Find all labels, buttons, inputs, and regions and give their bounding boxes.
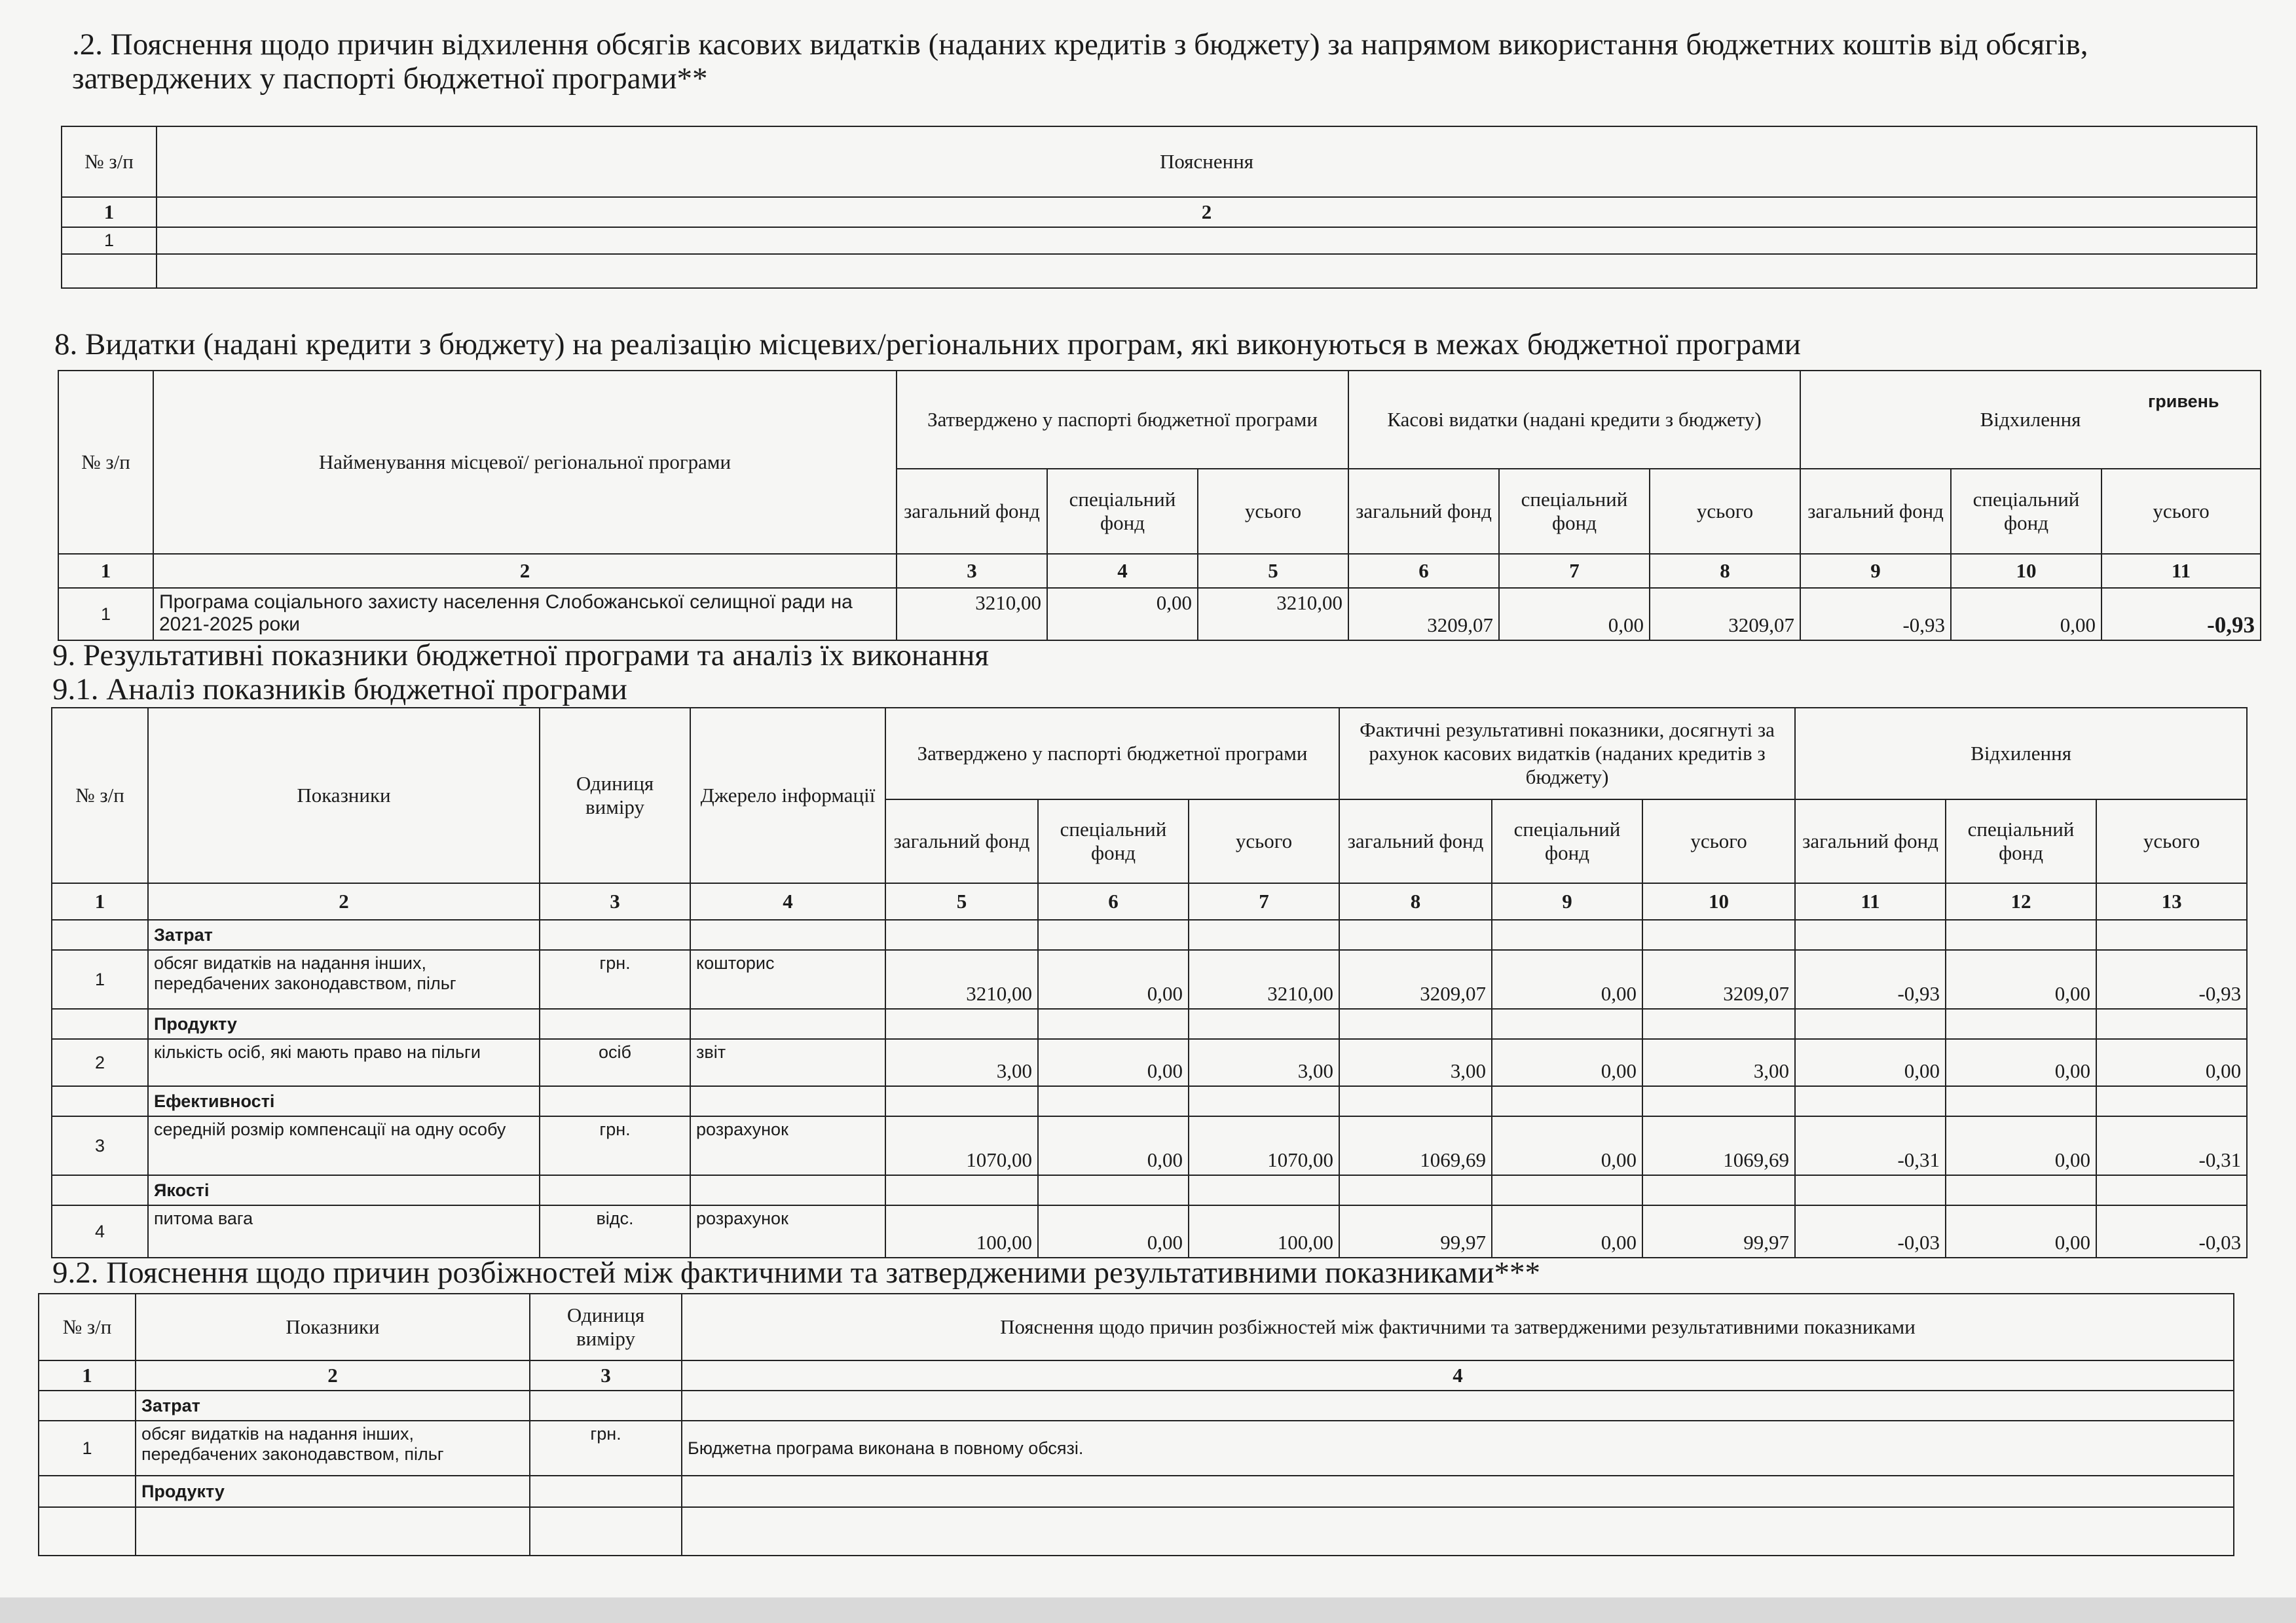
table-92-header-no: № з/п (39, 1294, 136, 1360)
table-91-colnum: 3 (540, 883, 690, 920)
table-91-empty-cell (52, 1175, 148, 1205)
empty-cell (690, 1086, 885, 1116)
empty-cell (1946, 920, 2096, 950)
table-8-sub-total: усього (2102, 469, 2261, 554)
empty-cell (885, 1009, 1038, 1039)
section-91-title: 9.1. Аналіз показників бюджетної програми (52, 672, 627, 706)
table-72-row-explanation (157, 227, 2257, 254)
empty-cell (1795, 1086, 1946, 1116)
table-8-deviation-general: -0,93 (1800, 588, 1951, 640)
table-91-source: звіт (690, 1039, 885, 1086)
table-91-value: 3,00 (1642, 1039, 1795, 1086)
table-8-program-name: Програма соціального захисту населення Слобожанської селищної ради на 2021-2025 роки (153, 588, 897, 640)
table-91-value: 3,00 (1339, 1039, 1492, 1086)
table-91-header-indicators: Показники (148, 708, 540, 883)
table-91-row-no: 4 (52, 1205, 148, 1258)
empty-cell (1795, 920, 1946, 950)
table-91-indicator: середній розмір компенсації на одну особу (148, 1116, 540, 1175)
table-91-value: 0,00 (1492, 950, 1642, 1009)
table-91-value: 0,00 (1038, 1116, 1189, 1175)
table-8-approved-total: 3210,00 (1198, 588, 1348, 640)
table-8-colnum: 2 (153, 554, 897, 588)
section-8-title: 8. Видатки (надані кредити з бюджету) на реалізацію місцевих/регіональних програм, які виконуються в межах бюджетної програми (54, 327, 1801, 361)
table-91-header-deviation: Відхилення (1795, 708, 2247, 799)
empty-cell (2096, 920, 2247, 950)
table-92-explanation: Бюджетна програма виконана в повному обсязі. (682, 1421, 2234, 1476)
table-91-colnum: 2 (148, 883, 540, 920)
table-8-sub-special: спеціальний фонд (1951, 469, 2102, 554)
empty-cell (690, 1009, 885, 1039)
table-91-colnum: 8 (1339, 883, 1492, 920)
table-72-header-no: № з/п (62, 126, 157, 197)
table-8-row-no: 1 (58, 588, 153, 640)
table-8-sub-general: загальний фонд (1800, 469, 1951, 554)
table-8-sub-general: загальний фонд (1348, 469, 1499, 554)
empty-cell (1642, 1009, 1795, 1039)
empty-cell (2096, 1175, 2247, 1205)
empty-cell (1492, 1009, 1642, 1039)
table-91-indicator: питома вага (148, 1205, 540, 1258)
empty-cell (690, 1175, 885, 1205)
table-91-header-source: Джерело інформації (690, 708, 885, 883)
table-91-unit: грн. (540, 950, 690, 1009)
table-8-header-cash: Касові видатки (надані кредити з бюджету) (1348, 371, 1800, 469)
table-91-source: розрахунок (690, 1116, 885, 1175)
table-91-colnum: 4 (690, 883, 885, 920)
table-8-sub-total: усього (1650, 469, 1800, 554)
table-72 (61, 126, 2257, 289)
table-92-header-unit: Одиниця виміру (530, 1294, 682, 1360)
table-8-approved-special: 0,00 (1047, 588, 1198, 640)
table-91-unit: осіб (540, 1039, 690, 1086)
table-92-category-product: Продукту (136, 1476, 530, 1507)
empty-cell (1038, 1175, 1189, 1205)
table-8-colnum: 3 (897, 554, 1047, 588)
empty-cell (1189, 1009, 1339, 1039)
empty-cell (682, 1476, 2234, 1507)
scan-bottom-edge (0, 1597, 2296, 1623)
table-91-value: 0,00 (2096, 1039, 2247, 1086)
table-91-source: розрахунок (690, 1205, 885, 1258)
table-8-header-name: Найменування місцевої/ регіональної програми (153, 371, 897, 554)
section-8-unit: гривень (2148, 392, 2219, 411)
table-92-category-costs: Затрат (136, 1391, 530, 1421)
empty-cell (1189, 920, 1339, 950)
table-8-colnum: 1 (58, 554, 153, 588)
table-91-value: -0,31 (1795, 1116, 1946, 1175)
table-91-row-no: 1 (52, 950, 148, 1009)
table-91-header-no: № з/п (52, 708, 148, 883)
table-91-header-approved: Затверджено у паспорті бюджетної програми (885, 708, 1339, 799)
table-91-source: кошторис (690, 950, 885, 1009)
empty-cell (1339, 1009, 1492, 1039)
table-92-unit: грн. (530, 1421, 682, 1476)
table-91-value: 1070,00 (885, 1116, 1038, 1175)
table-91-value: 0,00 (1795, 1039, 1946, 1086)
empty-cell (1492, 920, 1642, 950)
table-91-unit: грн. (540, 1116, 690, 1175)
empty-cell (1339, 1175, 1492, 1205)
table-92-empty-cell (39, 1391, 136, 1421)
table-91-header-actual: Фактичні результативні показники, досягнуті за рахунок касових видатків (наданих кредитів з бюджету) (1339, 708, 1795, 799)
table-91-sub-general: загальний фонд (1795, 799, 1946, 883)
empty-cell (1946, 1009, 2096, 1039)
table-91-value: -0,31 (2096, 1116, 2247, 1175)
section-9-title: 9. Результативні показники бюджетної програми та аналіз їх виконання (52, 638, 989, 672)
table-91-value: 0,00 (1492, 1116, 1642, 1175)
table-72-empty-cell (157, 254, 2257, 288)
table-8-deviation-special: 0,00 (1951, 588, 2102, 640)
table-8-header-deviation: Відхилення (1800, 371, 2261, 469)
table-91-value: 100,00 (1189, 1205, 1339, 1258)
table-91-sub-total: усього (1642, 799, 1795, 883)
table-8-sub-special: спеціальний фонд (1499, 469, 1650, 554)
table-92-header-explanation: Пояснення щодо причин розбіжностей між фактичними та затвердженими результативними показниками (682, 1294, 2234, 1360)
table-91-value: 0,00 (1038, 950, 1189, 1009)
table-91-colnum: 9 (1492, 883, 1642, 920)
table-91-value: -0,93 (1795, 950, 1946, 1009)
table-91-sub-special: спеціальний фонд (1946, 799, 2096, 883)
table-91-value: 0,00 (1946, 1205, 2096, 1258)
table-91-indicator: обсяг видатків на надання інших, передбачених законодавством, пільг (148, 950, 540, 1009)
table-8-cash-special: 0,00 (1499, 588, 1650, 640)
table-91-value: -0,93 (2096, 950, 2247, 1009)
empty-cell (1038, 1009, 1189, 1039)
table-91-colnum: 13 (2096, 883, 2247, 920)
table-8-sub-general: загальний фонд (897, 469, 1047, 554)
table-91-value: 0,00 (1946, 1039, 2096, 1086)
table-92-row-no: 1 (39, 1421, 136, 1476)
empty-cell (1642, 1086, 1795, 1116)
table-91-value: -0,03 (2096, 1205, 2247, 1258)
table-91-value: 100,00 (885, 1205, 1038, 1258)
table-91-value: 3,00 (1189, 1039, 1339, 1086)
table-91-value: 99,97 (1339, 1205, 1492, 1258)
empty-cell (1189, 1175, 1339, 1205)
table-8-colnum: 6 (1348, 554, 1499, 588)
empty-cell (1339, 920, 1492, 950)
table-91-empty-cell (52, 1086, 148, 1116)
table-8-sub-special: спеціальний фонд (1047, 469, 1198, 554)
empty-cell (530, 1507, 682, 1556)
empty-cell (530, 1476, 682, 1507)
table-91-row-no: 3 (52, 1116, 148, 1175)
table-91-colnum: 5 (885, 883, 1038, 920)
table-91-value: 0,00 (1946, 950, 2096, 1009)
empty-cell (2096, 1009, 2247, 1039)
table-92-empty-cell (39, 1476, 136, 1507)
table-91-value: 3210,00 (1189, 950, 1339, 1009)
table-8-colnum: 7 (1499, 554, 1650, 588)
table-91-sub-special: спеціальний фонд (1038, 799, 1189, 883)
table-91-colnum: 11 (1795, 883, 1946, 920)
table-91-sub-general: загальний фонд (885, 799, 1038, 883)
table-91-value: 0,00 (1492, 1039, 1642, 1086)
table-8-deviation-total: -0,93 (2102, 588, 2261, 640)
table-72-header-explanation: Пояснення (157, 126, 2257, 197)
table-92 (38, 1293, 2234, 1556)
empty-cell (2096, 1086, 2247, 1116)
table-91-row-no: 2 (52, 1039, 148, 1086)
table-8-cash-general: 3209,07 (1348, 588, 1499, 640)
table-8-header-no: № з/п (58, 371, 153, 554)
table-91-colnum: 12 (1946, 883, 2096, 920)
table-91-colnum: 1 (52, 883, 148, 920)
empty-cell (1038, 1086, 1189, 1116)
table-92-colnum: 4 (682, 1360, 2234, 1391)
empty-cell (1795, 1175, 1946, 1205)
table-91-sub-total: усього (1189, 799, 1339, 883)
table-91-value: 0,00 (1492, 1205, 1642, 1258)
empty-cell (885, 1175, 1038, 1205)
empty-cell (1795, 1009, 1946, 1039)
table-91-value: 0,00 (1946, 1116, 2096, 1175)
table-8-colnum: 11 (2102, 554, 2261, 588)
table-91-value: 3210,00 (885, 950, 1038, 1009)
table-91-value: 0,00 (1038, 1205, 1189, 1258)
table-91-colnum: 10 (1642, 883, 1795, 920)
empty-cell (1189, 1086, 1339, 1116)
table-91-category-product: Продукту (148, 1009, 540, 1039)
table-8-colnum: 4 (1047, 554, 1198, 588)
table-91-colnum: 6 (1038, 883, 1189, 920)
table-8-colnum: 8 (1650, 554, 1800, 588)
empty-cell (1492, 1086, 1642, 1116)
table-91-value: 3209,07 (1339, 950, 1492, 1009)
section-72-title: .2. Пояснення щодо причин відхилення обсягів касових видатків (наданих кредитів з бюджету) за напрямом використання бюджетних коштів від обсягів, затверджених у паспорті бюджетної програми** (72, 27, 2088, 96)
table-91-value: -0,03 (1795, 1205, 1946, 1258)
empty-cell (540, 1175, 690, 1205)
empty-cell (1642, 1175, 1795, 1205)
table-92-colnum: 2 (136, 1360, 530, 1391)
table-8-colnum: 10 (1951, 554, 2102, 588)
table-8 (58, 370, 2261, 641)
empty-cell (1946, 1175, 2096, 1205)
table-91-value: 99,97 (1642, 1205, 1795, 1258)
empty-cell (690, 920, 885, 950)
empty-cell (540, 920, 690, 950)
table-72-row-no: 1 (62, 227, 157, 254)
table-91-value: 3209,07 (1642, 950, 1795, 1009)
table-8-approved-general: 3210,00 (897, 588, 1047, 640)
empty-cell (1339, 1086, 1492, 1116)
empty-cell (540, 1009, 690, 1039)
table-92-colnum: 1 (39, 1360, 136, 1391)
table-91-header-unit: Одиниця виміру (540, 708, 690, 883)
table-8-header-approved: Затверджено у паспорті бюджетної програми (897, 371, 1348, 469)
table-91-sub-total: усього (2096, 799, 2247, 883)
empty-cell (1492, 1175, 1642, 1205)
table-91-category-efficiency: Ефективності (148, 1086, 540, 1116)
table-91-empty-cell (52, 920, 148, 950)
table-91-colnum: 7 (1189, 883, 1339, 920)
table-8-colnum: 9 (1800, 554, 1951, 588)
empty-cell (1946, 1086, 2096, 1116)
empty-cell (1038, 920, 1189, 950)
empty-cell (136, 1507, 530, 1556)
table-92-indicator: обсяг видатків на надання інших, передбачених законодавством, пільг (136, 1421, 530, 1476)
table-91-sub-general: загальний фонд (1339, 799, 1492, 883)
table-91-value: 1069,69 (1339, 1116, 1492, 1175)
empty-cell (682, 1507, 2234, 1556)
table-92-colnum: 3 (530, 1360, 682, 1391)
empty-cell (682, 1391, 2234, 1421)
table-91 (51, 707, 2248, 1258)
table-72-empty-cell (62, 254, 157, 288)
table-72-colnum-2: 2 (157, 197, 2257, 227)
section-92-title: 9.2. Пояснення щодо причин розбіжностей між фактичними та затвердженими результативними показниками*** (52, 1256, 1541, 1290)
table-8-cash-total: 3209,07 (1650, 588, 1800, 640)
table-72-colnum-1: 1 (62, 197, 157, 227)
table-91-category-costs: Затрат (148, 920, 540, 950)
table-8-sub-total: усього (1198, 469, 1348, 554)
empty-cell (540, 1086, 690, 1116)
table-91-unit: відс. (540, 1205, 690, 1258)
table-8-colnum: 5 (1198, 554, 1348, 588)
empty-cell (39, 1507, 136, 1556)
empty-cell (885, 920, 1038, 950)
empty-cell (885, 1086, 1038, 1116)
table-91-indicator: кількість осіб, які мають право на пільги (148, 1039, 540, 1086)
empty-cell (1642, 920, 1795, 950)
table-91-value: 1069,69 (1642, 1116, 1795, 1175)
table-91-category-quality: Якості (148, 1175, 540, 1205)
empty-cell (530, 1391, 682, 1421)
table-91-value: 0,00 (1038, 1039, 1189, 1086)
table-91-value: 3,00 (885, 1039, 1038, 1086)
table-91-empty-cell (52, 1009, 148, 1039)
table-91-sub-special: спеціальний фонд (1492, 799, 1642, 883)
table-92-header-indicators: Показники (136, 1294, 530, 1360)
table-91-value: 1070,00 (1189, 1116, 1339, 1175)
